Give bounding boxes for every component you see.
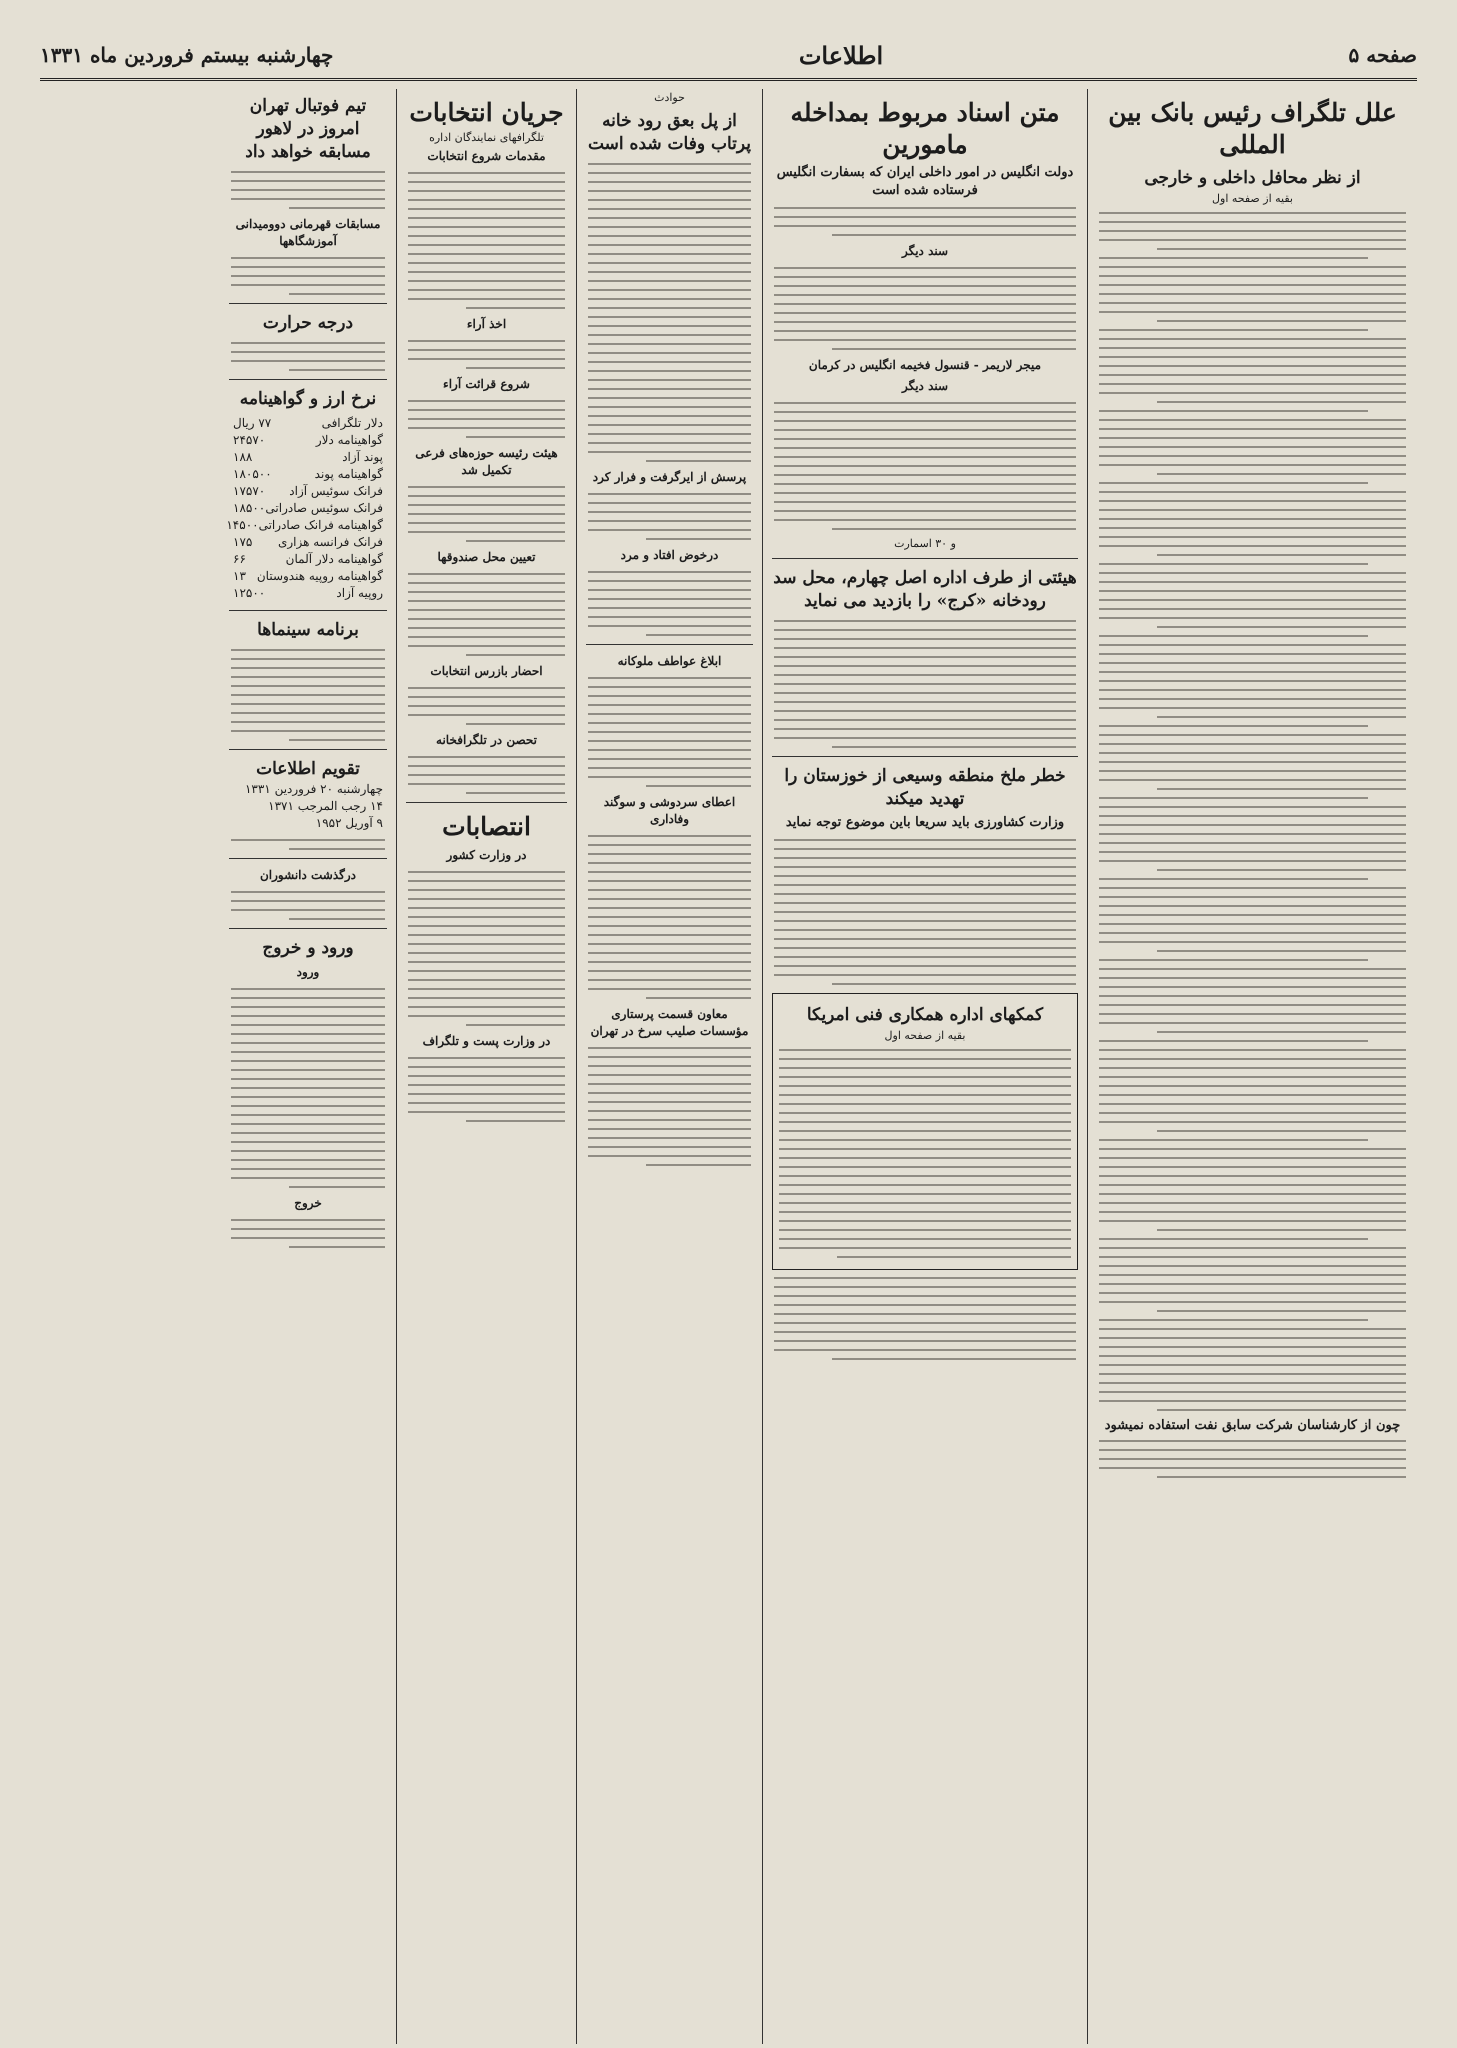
subhead-royal: ابلاغ عواطف ملوکانه: [617, 654, 722, 668]
subhead-locust: وزارت کشاورزی باید سریعا باین موضوع توجه نماید: [785, 815, 1065, 830]
price-row: پوند آزاد ۱۸۸: [233, 450, 383, 464]
calendar-title: تقویم اطلاعات: [256, 759, 360, 779]
column-documents: [762, 89, 1087, 2044]
headline-documents: متن اسناد مربوط بمداخله مامورین: [790, 98, 1060, 159]
price-row: روپیه آزاد ۱۲۵۰۰: [233, 586, 383, 600]
closing-caption: چون از کارشناسان شرکت سابق نفت استفاده نمیشود: [1104, 1418, 1401, 1433]
obituary-title: درگذشت دانشوران: [259, 868, 357, 882]
column-sports-markets: [220, 89, 396, 2044]
column-world-bank: [1087, 89, 1417, 2044]
arrival-label: ورود: [296, 965, 320, 979]
price-row: گواهینامه دلار ۲۴۵۷۰: [233, 433, 383, 447]
weather-title: درجه حرارت: [262, 313, 354, 333]
subhead-sit-in: تحصن در تلگرافخانه: [436, 733, 537, 747]
departure-label: خروج: [294, 1196, 322, 1210]
headline-locust: خطر ملخ منطقه وسیعی از خوزستان را تهدید میکند: [784, 766, 1066, 809]
price-row: گواهینامه دلار آلمان ۶۶: [233, 552, 383, 566]
subhead-ballot-boxes: تعیین محل صندوقها: [437, 550, 536, 564]
headline-bridge: از پل بعق رود خانه پرتاب وفات شده است: [587, 111, 752, 154]
subhead-fled: پرسش از ایرگرفت و فرار کرد: [592, 470, 747, 484]
column-incidents: [576, 89, 762, 2044]
masthead: [40, 38, 1417, 81]
subhead-red-cross: معاون قسمت پرستاری مؤسسات صلیب سرخ در تهران: [590, 1007, 749, 1038]
calendar-line: ۱۴ رجب المرجب ۱۳۷۱: [268, 799, 383, 813]
subhead-athletics: مسابقات قهرمانی دوومیدانی آموزشگاهها: [235, 217, 381, 248]
subhead-inspector: احضار بازرس انتخابات: [430, 664, 543, 678]
subhead-world-bank: از نظر محافل داخلی و خارجی: [1144, 168, 1361, 188]
price-row: فرانک فرانسه هزاری ۱۷۵: [233, 535, 383, 549]
doc-footer-note: و ۳۰ اسمارت: [894, 537, 956, 550]
headline-football: تیم فوتبال تهران امروز در لاهور مسابقه خواهد داد: [245, 96, 371, 162]
paper-name: اطلاعات: [798, 40, 884, 70]
subhead-counting: شروع قرائت آراء: [443, 377, 530, 391]
headline-karaj-dam: هیئتی از طرف اداره اصل چهارم، محل سد رودخانه «کرج» را بازدید می نماید: [773, 568, 1077, 611]
headline-world-bank: علل تلگراف رئیس بانک بین المللی: [1108, 98, 1397, 159]
prices-title: نرخ ارز و گواهینامه: [239, 389, 377, 409]
article-body: [1097, 212, 1408, 1411]
subhead-board: هیئت رئیسه حوزه‌های فرعی تکمیل شد: [415, 446, 558, 477]
subhead-voting: اخذ آراء: [466, 317, 507, 331]
price-row: فرانک سوئیس آزاد ۱۷۵۷۰: [233, 484, 383, 498]
subhead-documents: دولت انگلیس در امور داخلی ایران که بسفارت انگلیس فرستاده شده است: [776, 165, 1074, 198]
kicker-elections: تلگرافهای نمایندگان اداره: [429, 131, 544, 144]
calendar-line: ۹ آوریل ۱۹۵۲: [315, 816, 383, 830]
subhead-interior: در وزارت کشور: [446, 848, 527, 862]
kicker-incidents: حوادث: [654, 91, 685, 104]
subhead-post-telegraph: در وزارت پست و تلگراف: [422, 1034, 551, 1048]
box-us-aid: [772, 993, 1078, 1270]
headline-appointments: انتصابات: [442, 812, 531, 841]
headline-us-aid: کمکهای اداره همکاری فنی امریکا: [806, 1005, 1044, 1025]
subhead-oath: اعطای سردوشی و سوگند وفاداری: [603, 795, 736, 826]
columns: [40, 89, 1417, 2044]
subhead-preliminaries: مقدمات شروع انتخابات: [427, 149, 546, 163]
prices-table: [226, 415, 387, 602]
arrivals-title: ورود و خروج: [262, 938, 354, 958]
issue-date: چهارشنبه بیستم فروردین ماه ۱۳۳۱: [40, 43, 334, 67]
price-row: گواهینامه پوند ۱۸۰۵۰۰: [233, 467, 383, 481]
headline-elections: جریان انتخابات: [409, 98, 564, 127]
cinema-title: برنامه سینماها: [257, 620, 359, 640]
doc-label-2: سند دیگر: [901, 379, 949, 393]
price-row: گواهینامه روپیه هندوستان ۱۳: [233, 569, 383, 583]
page-number: صفحه ۵: [1348, 43, 1417, 67]
doc-title-2: میجر لاریمر - قنسول فخیمه انگلیس در کرمان: [808, 358, 1042, 372]
continued-label: بقیه از صفحه اول: [1212, 192, 1293, 205]
price-row: دلار تلگرافی ۷۷ ریال: [233, 416, 383, 430]
column-elections: [396, 89, 576, 2044]
continued-us-aid: بقیه از صفحه اول: [884, 1029, 966, 1042]
subhead-drowned: درخوض افتاد و مرد: [620, 548, 719, 562]
price-row: فرانک سوئیس صادراتی ۱۸۵۰۰: [233, 501, 383, 515]
price-row: گواهینامه فرانک صادراتی ۱۴۵۰۰: [226, 518, 383, 532]
calendar-line: چهارشنبه ۲۰ فروردین ۱۳۳۱: [244, 782, 383, 796]
doc-label-1: سند دیگر: [901, 244, 949, 258]
